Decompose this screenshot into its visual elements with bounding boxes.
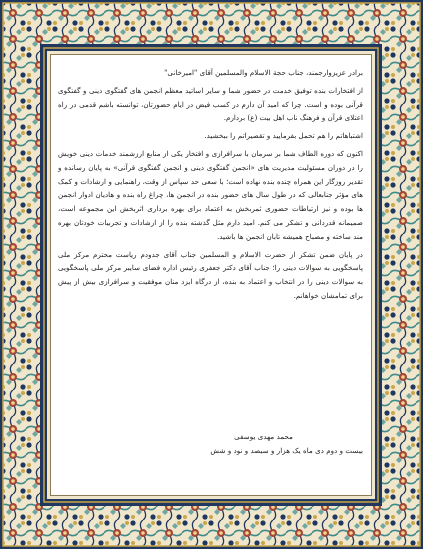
signature-name: محمد مهدی یوسفی (234, 432, 293, 441)
signature-date: بیست و دوم دی ماه یک هزار و سیصد و نود و شش (210, 445, 363, 455)
letter-paragraph: اکنون که دوره الطاف شما بر سرمان با سرافرازی و افتخار یکی از منابع ارزشمند خدمات دینی خویش را در دوران مسئولیت مدیریت های «انجمن گفتگوی دینی و انجمن گفتگوی قرآنی» به پایان رسانده و تقدیر روزگار این همراه چنده بنده نهاده است؛ با سعی حد سپاس از وقت، راهنمایی و ارشادات و کمک های مؤثر جنابعالی که در طول سال های حضور بنده در انجمن ها، چراغ راه بنده و هادیان ادوار انجمن ها بوده و نیز ارتباطات حضوری ثمربخش به اعتماد برای بهره برداری اثربخش این مجموعه است، صمیمانه قدردانی و تشکر می کنم. امید دارم مثل گذشته بنده را از ارشادات و تجربیات خودتان بهره مند ساخته و مصباح همیشه تابان انجمن ها باشید. (58, 148, 363, 241)
letter-paragraph: از افتخارات بنده توفیق خدمت در حضور شما و سایر اساتید معظم انجمن های گفتگوی دینی و گفتگوی قرآنی بوده و است. چرا که امید آن دارم در کسب فیض در ایام حضورتان، توانسته باشم قدمی در راه اعتلای قرآن و فرهنگ ناب اهل بیت (ع) بردارم. (58, 85, 363, 123)
letter-body (58, 66, 363, 307)
letter-paragraph: اشتباهاتم را هم تحمل بفرمایید و تقصیراتم را ببخشید. (204, 131, 363, 141)
letter-greeting: برادر عزیزوارجمند، جناب حجة الاسلام والمسلمین آقای "امیرخانی" (164, 68, 363, 77)
letter-paragraph: در پایان ضمن تشکر از حضرت الاسلام و المسلمین جناب آقای جدودم ریاست محترم مرکز ملی پاسخگویی به سوالات دینی را؛ جناب آقای دکتر جعفری رئیس اداره فضای سایبر مرکز ملی پاسخگویی به سوالات دینی را در انتخاب و اعتماد به بنده، از درگاه ایزد منان موفقیت و سرافرازی بیش از پیش برای تمامشان خواهانم. (58, 249, 363, 300)
signature-block (58, 430, 363, 457)
